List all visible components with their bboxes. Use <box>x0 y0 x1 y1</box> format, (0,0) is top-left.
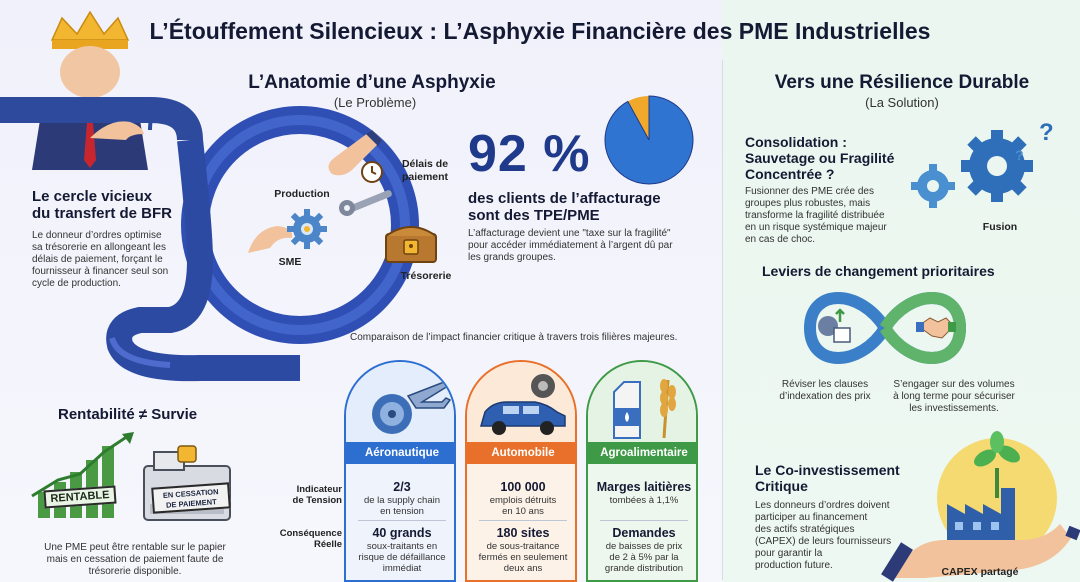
cessation-stamp: EN CESSATION DE PAIEMENT <box>151 482 231 513</box>
consolidation-heading-line1: Consolidation : <box>745 134 847 150</box>
svg-text:?: ? <box>1015 147 1024 163</box>
indicator-desc: tombées à 1,1% <box>609 495 679 506</box>
milk-wheat-icon <box>594 372 694 442</box>
indicator-value: Marges laitières <box>596 480 692 494</box>
clock-icon <box>360 160 384 184</box>
indicator-row-label-line2: de Tension <box>292 495 342 506</box>
coinvest-heading-line1: Le Co-investissement <box>755 462 900 478</box>
levers-heading: Leviers de changement prioritaires <box>762 263 995 279</box>
divider <box>600 520 688 521</box>
treasure-chest-icon <box>384 220 438 264</box>
stat-text-line2: pour accéder immédiatement à l’argent dû par <box>468 240 673 251</box>
stat-headline-line1: des clients de l’affacturage <box>468 190 661 207</box>
gear-icon <box>285 207 329 251</box>
sector-name: Aéronautique <box>346 442 456 464</box>
stat-headline-line2: sont des TPE/PME <box>468 207 600 224</box>
profitability-heading: Rentabilité ≠ Survie <box>58 406 198 423</box>
delais-label-line1: Délais de <box>401 158 449 170</box>
stat-value: 92 % <box>468 125 591 183</box>
car-icon <box>473 372 573 442</box>
consequence-desc: grande distribution <box>604 563 684 574</box>
pie-slice-tpe-pme <box>605 96 693 184</box>
consequence-row-label-line2: Réelle <box>314 539 342 550</box>
delais-label-line2: paiement <box>401 171 449 183</box>
production-label: Production <box>274 188 330 200</box>
indicator-row-label-line1: Indicateur <box>296 484 342 495</box>
indicator-value: 100 000 <box>500 480 546 494</box>
consequence-desc: deux ans <box>503 563 543 574</box>
sector-card <box>586 360 698 582</box>
factory-plant-icon <box>885 428 1075 578</box>
sector-name: Agroalimentaire <box>588 442 698 464</box>
bar-growth-icon <box>30 432 140 522</box>
consequence-value: Demandes <box>612 526 676 540</box>
page-title: L’Étouffement Silencieux : L’Asphyxie Financière des PME Industrielles <box>149 18 931 44</box>
sector-name: Automobile <box>467 442 577 464</box>
infographic: L’Étouffement Silencieux : L’Asphyxie Financière des PME Industrielles Production SME Délais de paiement Trésorerie L’Anatomie d’une Asphyxie (Le Problème) Le cercle vicieux du transfert de BFR Le donneur d’ordres optimise sa trésorerie en allongeant les délais de paiement, forçant le fournisseur à financer seul son cycle de production. 92 % des clients de l’affacturage sont des TPE/PME L’affacturage devient une "taxe sur la fragilité" pour accéder immédiatement à l’argent dû par les grands groupes. Comparaison de l’impact financier critique à travers trois filières majeures. Rentabilité ≠ Survie RENTABLE EN CESSATION DE PAIEMENT Une PME peut être rentable sur le papier mais en cessation de paiement faute de trésorerie disponible. Indicateur de Tension Conséquence Réelle Aéronautique 2/3 de la supply chain en tension 40 grands soux-traitants en risque de défaillance immédiat Automobile 100 000 emplois détruits en 10 ans 180 sites de sous-traitance fermés en seulement deux ans Agroalimentaire Marges laitières tombées à 1,1% Demandes de baisses de prix de 2 à 5% par la grande distribution Vers une Résilience Durable (La Solution) Consolidation : Sauvetage ou Fragilité Concentrée ? Fusionner des PME crée des groupes plus robustes, mais transforme la fragilité distribuée en un risque systémique majeur en cas de choc. ? ? Fusion Leviers de changement prioritaires Réviser les clauses d’indexation des prix S’engager sur des volumes à long terme pour sécuriser les investissements. Le Co-investissement Critique Les donneurs d’ordres doivent participer au financement des actifs stratégiques (CAPEX) de leurs fournisseurs pour garantir la production future. CAPEX partagé <box>0 0 1080 582</box>
fusion-label: Fusion <box>982 221 1018 233</box>
consequence-desc: de baisses de prix <box>605 541 683 552</box>
indicator-desc: de la supply chain <box>363 495 441 506</box>
handshake-icon <box>916 312 956 342</box>
consequence-row-label-line1: Conséquence <box>279 528 342 539</box>
comparison-caption: Comparaison de l’impact financier critique à travers trois filières majeures. <box>350 332 678 343</box>
rentable-stamp: RENTABLE <box>43 486 116 509</box>
panel-divider <box>722 60 723 580</box>
divider <box>479 520 567 521</box>
solution-subheading: (La Solution) <box>865 95 939 110</box>
airplane-icon <box>352 372 452 442</box>
indicator-value: 2/3 <box>393 480 411 494</box>
sme-label: SME <box>278 256 302 268</box>
consequence-value: 40 grands <box>372 526 432 540</box>
stat-text-line1: L’affacturage devient une "taxe sur la fragilité" <box>468 228 671 239</box>
consolidation-heading-line2: Sauvetage ou Fragilité <box>745 150 895 166</box>
consequence-desc: risque de défaillance <box>358 552 446 563</box>
coinvest-heading-line2: Critique <box>755 478 808 494</box>
calendar-chart-icon <box>814 306 854 346</box>
stat-text-line3: les grands groupes. <box>468 252 556 263</box>
consequence-desc: immédiat <box>382 563 422 574</box>
cycle-heading-line2: du transfert de BFR <box>32 205 173 222</box>
cycle-heading-line1: Le cercle vicieux <box>32 188 153 205</box>
stat-pie-chart <box>604 95 694 185</box>
indicator-desc: en tension <box>380 506 424 517</box>
tresorerie-label: Trésorerie <box>400 270 452 282</box>
hand-icon <box>90 108 150 148</box>
sector-card <box>465 360 577 582</box>
sector-card <box>344 360 456 582</box>
indicator-desc: emplois détruits <box>489 495 557 506</box>
problem-subheading: (Le Problème) <box>333 95 417 110</box>
solution-heading: Vers une Résilience Durable <box>774 72 1030 93</box>
consequence-desc: de sous-traitance <box>486 541 560 552</box>
capex-label: CAPEX partagé <box>941 566 1019 578</box>
divider <box>358 520 446 521</box>
consolidation-heading-line3: Concentrée ? <box>745 166 835 182</box>
consequence-desc: soux-traitants en <box>366 541 438 552</box>
consequence-value: 180 sites <box>496 526 550 540</box>
svg-text:?: ? <box>1039 119 1054 146</box>
consequence-desc: fermés en seulement <box>478 552 568 563</box>
fusion-gears-icon <box>905 120 1065 220</box>
consequence-desc: de 2 à 5% par la <box>609 552 679 563</box>
problem-heading: L’Anatomie d’une Asphyxie <box>248 72 496 93</box>
indicator-desc: en 10 ans <box>502 506 544 517</box>
